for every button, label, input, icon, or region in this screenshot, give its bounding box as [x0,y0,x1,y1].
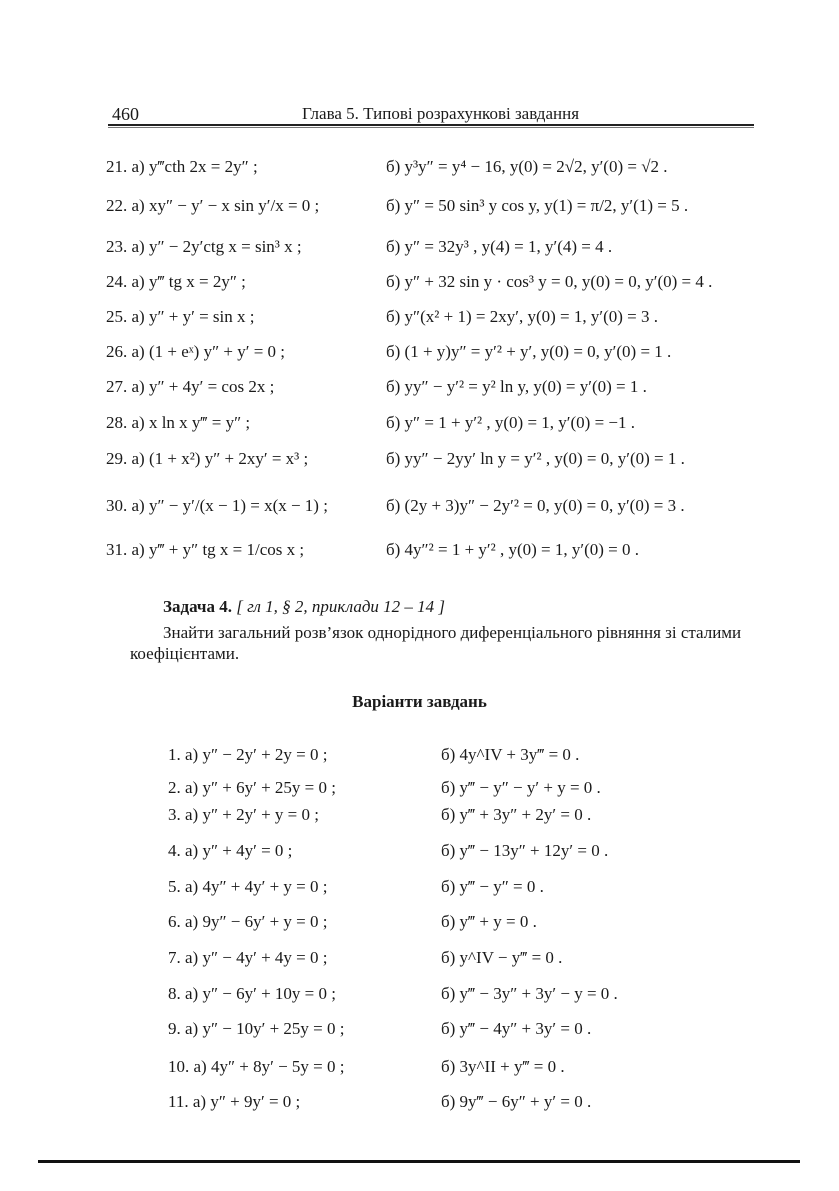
task-heading [163,597,445,617]
problem-a: 22. а) xy″ − y′ − x sin y′/x = 0 ; [106,196,320,215]
problem-b: б) y″ = 1 + y′² , y(0) = 1, y′(0) = −1 . [386,413,636,432]
chapter-title: Глава 5. Типові розрахункові завдання [302,104,580,123]
problem-b: б) y″ = 50 sin³ y cos y, y(1) = π/2, y′(1) = 5 . [386,196,689,215]
problem-a: 11. а) y″ + 9y′ = 0 ; [168,1092,301,1111]
task-number: Задача 4. [163,597,232,616]
problem-a: 1. а) y″ − 2y′ + 2y = 0 ; [168,745,328,764]
problem-b: б) y″ = 32y³ , y(4) = 1, y′(4) = 4 . [386,237,613,256]
page-bottom-rule [38,1160,800,1163]
problem-b: б) 3y^II + y‴ = 0 . [441,1057,565,1076]
problem-b: б) (2y + 3)y″ − 2y′² = 0, y(0) = 0, y′(0) = 3 . [386,496,685,515]
problem-b: б) (1 + y)y″ = y′² + y′, y(0) = 0, y′(0) = 1 . [386,342,672,361]
problem-a: 5. а) 4y″ + 4y′ + y = 0 ; [168,877,328,896]
problem-a: 26. а) (1 + eˣ) y″ + y′ = 0 ; [106,342,286,361]
problem-b: б) y‴ − 13y″ + 12y′ = 0 . [441,841,609,860]
problem-b: б) y³y″ = y⁴ − 16, y(0) = 2√2, y′(0) = √2 . [386,157,668,176]
problem-a: 28. а) x ln x y‴ = y″ ; [106,413,251,432]
problem-a: 9. а) y″ − 10y′ + 25y = 0 ; [168,1019,345,1038]
problem-a: 7. а) y″ − 4y′ + 4y = 0 ; [168,948,328,967]
problem-a: 31. а) y‴ + y″ tg x = 1/cos x ; [106,540,305,559]
task-description: Знайти загальний розв’язок однорідного диференціального рівняння зі сталими коефіцієнтами. [130,623,742,663]
page-number: 460 [112,104,139,124]
problem-a: 6. а) 9y″ − 6y′ + y = 0 ; [168,912,328,931]
header-rule [108,124,754,126]
problem-a: 8. а) y″ − 6y′ + 10y = 0 ; [168,984,336,1003]
problem-b: б) 4y″² = 1 + y′² , y(0) = 1, y′(0) = 0 . [386,540,640,559]
problem-b: б) y″ + 32 sin y · cos³ y = 0, y(0) = 0, y′(0) = 4 . [386,272,713,291]
problem-b: б) yy″ − y′² = y² ln y, y(0) = y′(0) = 1 . [386,377,647,396]
problem-a: 4. а) y″ + 4y′ = 0 ; [168,841,293,860]
problem-b: б) y‴ − 3y″ + 3y′ − y = 0 . [441,984,618,1003]
problem-a: 25. а) y″ + y′ = sin x ; [106,307,255,326]
problem-b: б) y‴ − y″ = 0 . [441,877,544,896]
variants-title: Варіанти завдань [352,692,487,711]
problem-b: б) yy″ − 2yy′ ln y = y′² , y(0) = 0, y′(0) = 1 . [386,449,685,468]
task-reference: [ гл 1, § 2, приклади 12 – 14 ] [236,597,446,616]
page-header [112,104,752,126]
problem-b: б) y‴ + 3y″ + 2y′ = 0 . [441,805,592,824]
problem-a: 29. а) (1 + x²) y″ + 2xy′ = x³ ; [106,449,309,468]
problem-a: 23. а) y″ − 2y′ctg x = sin³ x ; [106,237,302,256]
problem-a: 30. а) y″ − y′/(x − 1) = x(x − 1) ; [106,496,328,515]
problem-b: б) y″(x² + 1) = 2xy′, y(0) = 1, y′(0) = 3 . [386,307,658,326]
problem-b: б) 9y‴ − 6y″ + y′ = 0 . [441,1092,592,1111]
problem-b: б) y^IV − y‴ = 0 . [441,948,563,967]
problem-b: б) y‴ − 4y″ + 3y′ = 0 . [441,1019,592,1038]
problem-a: 24. а) y‴ tg x = 2y″ ; [106,272,246,291]
problem-b: б) 4y^IV + 3y‴ = 0 . [441,745,580,764]
problem-a: 10. а) 4y″ + 8y′ − 5y = 0 ; [168,1057,345,1076]
header-rule-thin [108,127,754,128]
problem-b: б) y‴ − y″ − y′ + y = 0 . [441,778,601,797]
problem-a: 2. а) y″ + 6y′ + 25y = 0 ; [168,778,336,797]
problem-a: 27. а) y″ + 4y′ = cos 2x ; [106,377,275,396]
problem-a: 21. а) y‴cth 2x = 2y″ ; [106,157,258,176]
problem-b: б) y‴ + y = 0 . [441,912,537,931]
problem-a: 3. а) y″ + 2y′ + y = 0 ; [168,805,319,824]
